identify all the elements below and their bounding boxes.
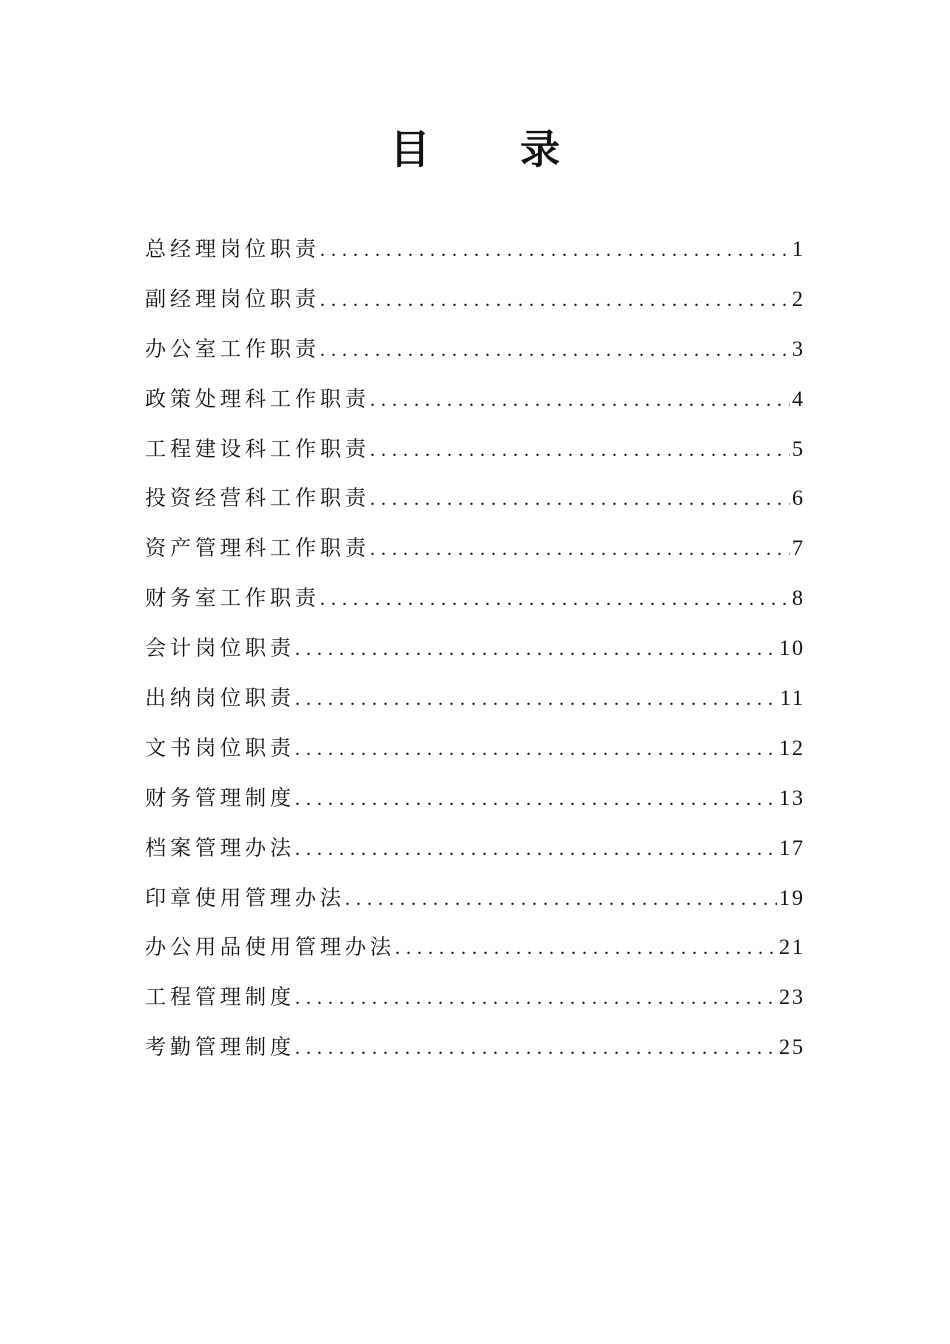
toc-entry-page: 5 xyxy=(792,435,805,461)
page-title: 目 录 xyxy=(390,126,598,173)
toc-entry xyxy=(145,573,805,623)
dot-leader xyxy=(345,875,777,925)
toc-entry-label: 文书岗位职责 xyxy=(145,735,295,760)
toc-entry-page: 7 xyxy=(792,535,805,561)
toc-entry-label: 政策处理科工作职责 xyxy=(145,386,370,411)
toc-entry xyxy=(145,723,805,773)
toc-entry-label: 财务管理制度 xyxy=(145,785,295,810)
toc-entry xyxy=(145,823,805,873)
toc-entry xyxy=(145,922,805,972)
toc-entry-label: 投资经营科工作职责 xyxy=(145,486,370,511)
toc-entry xyxy=(145,673,805,723)
dot-leader xyxy=(295,974,777,1024)
dot-leader xyxy=(320,276,790,326)
toc-entry-label: 档案管理办法 xyxy=(145,835,295,860)
toc-entry-page: 10 xyxy=(779,635,805,661)
toc-entry xyxy=(145,773,805,823)
toc-entry xyxy=(145,274,805,324)
toc-entry xyxy=(145,623,805,673)
dot-leader xyxy=(295,675,778,725)
toc-entry-label: 副经理岗位职责 xyxy=(145,286,320,311)
toc-entry-page: 3 xyxy=(792,335,805,361)
toc-entry-label: 办公室工作职责 xyxy=(145,336,320,361)
dot-leader xyxy=(295,825,777,875)
toc-entry-label: 工程管理制度 xyxy=(145,985,295,1010)
toc-entry xyxy=(145,523,805,573)
toc-entry-label: 资产管理科工作职责 xyxy=(145,536,370,561)
toc-entry-label: 办公用品使用管理办法 xyxy=(145,935,395,960)
toc-entry xyxy=(145,873,805,923)
toc-entry-page: 8 xyxy=(792,585,805,611)
dot-leader xyxy=(370,426,790,476)
toc-entry-page: 4 xyxy=(792,385,805,411)
dot-leader xyxy=(295,1024,777,1074)
toc-entry xyxy=(145,374,805,424)
dot-leader xyxy=(370,376,790,426)
dot-leader xyxy=(320,326,790,376)
toc-entry xyxy=(145,1022,805,1072)
toc-entry-page: 19 xyxy=(779,884,805,910)
toc-entry-page: 21 xyxy=(779,934,805,960)
toc-entry-page: 1 xyxy=(792,236,805,261)
dot-leader xyxy=(320,226,790,276)
toc-entry-label: 财务室工作职责 xyxy=(145,586,320,611)
toc-entry-page: 2 xyxy=(792,285,805,311)
toc-entry-page: 12 xyxy=(779,734,805,760)
toc-entry xyxy=(145,473,805,523)
dot-leader xyxy=(370,525,790,575)
toc-entry xyxy=(145,972,805,1022)
dot-leader xyxy=(295,725,777,775)
dot-leader xyxy=(320,575,790,625)
toc-entry-label: 会计岗位职责 xyxy=(145,636,295,661)
table-of-contents xyxy=(145,224,805,1072)
toc-entry-page: 23 xyxy=(779,984,805,1010)
toc-entry-label: 印章使用管理办法 xyxy=(145,885,345,910)
dot-leader xyxy=(395,924,777,974)
toc-entry-label: 出纳岗位职责 xyxy=(145,686,295,711)
toc-entry-page: 6 xyxy=(792,485,805,511)
toc-entry xyxy=(145,424,805,474)
toc-entry-page: 25 xyxy=(779,1034,805,1060)
toc-entry xyxy=(145,324,805,374)
dot-leader xyxy=(295,775,777,825)
toc-entry-label: 总经理岗位职责 xyxy=(145,237,320,261)
toc-entry-page: 13 xyxy=(779,784,805,810)
toc-entry-page: 11 xyxy=(779,685,805,711)
toc-entry-label: 考勤管理制度 xyxy=(145,1035,295,1060)
dot-leader xyxy=(295,625,777,675)
toc-entry-label: 工程建设科工作职责 xyxy=(145,436,370,461)
dot-leader xyxy=(370,475,790,525)
toc-entry xyxy=(145,224,805,274)
toc-entry-page: 17 xyxy=(779,834,805,860)
